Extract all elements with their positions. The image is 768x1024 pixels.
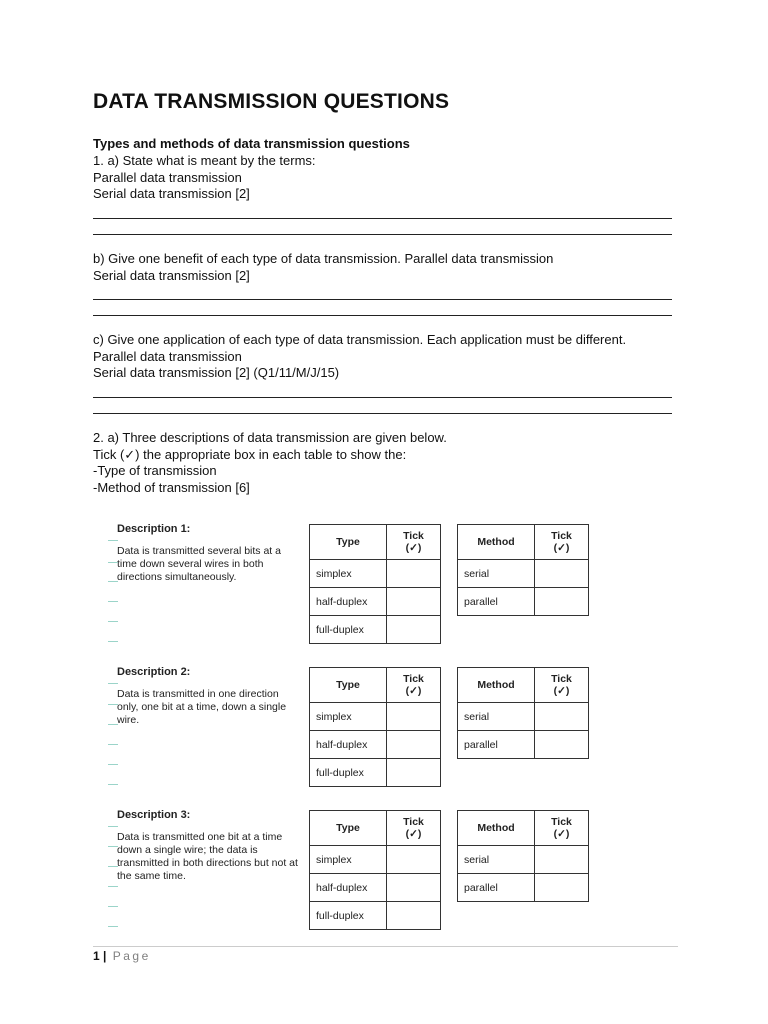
answer-line [93, 315, 672, 316]
type-option: simplex [310, 703, 387, 731]
margin-dash [108, 926, 118, 927]
type-header: Type [310, 525, 387, 560]
tick-box[interactable] [387, 874, 441, 902]
tick-box[interactable] [535, 731, 589, 759]
description-text: Data is transmitted several bits at a time down several wires in both directions simultaneously. [117, 545, 281, 583]
description-text: Data is transmitted one bit at a time down a single wire; the data is transmitted in both directions but not at the same time. [117, 831, 298, 882]
type-option: full-duplex [310, 759, 387, 787]
margin-dash [108, 562, 118, 563]
method-option: serial [458, 846, 535, 874]
type-table-1 [309, 524, 441, 644]
description-3 [117, 809, 302, 883]
tick-header: Tick (✓) [387, 525, 441, 560]
type-option: full-duplex [310, 616, 387, 644]
answer-line [93, 397, 672, 398]
type-table-2 [309, 667, 441, 787]
q1a-line1: 1. a) State what is meant by the terms: [93, 153, 316, 168]
description-title: Description 3: [117, 809, 191, 821]
type-header: Type [310, 668, 387, 703]
tick-box[interactable] [535, 846, 589, 874]
q2-line1: 2. a) Three descriptions of data transmission are given below. [93, 430, 447, 445]
method-header: Method [458, 811, 535, 846]
method-header: Method [458, 668, 535, 703]
tick-box[interactable] [535, 703, 589, 731]
margin-dash [108, 724, 118, 725]
page-footer [93, 949, 151, 963]
q1c-line1: c) Give one application of each type of data transmission. Each application must be different. [93, 332, 627, 347]
tick-box[interactable] [387, 902, 441, 930]
description-title: Description 2: [117, 666, 191, 678]
type-option: full-duplex [310, 902, 387, 930]
q2-line3: -Type of transmission [93, 463, 217, 478]
type-option: simplex [310, 846, 387, 874]
margin-dash [108, 784, 118, 785]
q1c-line3: Serial data transmission [2] (Q1/11/M/J/15) [93, 365, 340, 380]
q1b-line1: b) Give one benefit of each type of data transmission. Parallel data transmission [93, 251, 554, 266]
margin-dash [108, 540, 118, 541]
margin-dash [108, 683, 118, 684]
type-option: half-duplex [310, 874, 387, 902]
answer-line [93, 218, 672, 219]
tick-header: Tick (✓) [387, 668, 441, 703]
method-table-1 [457, 524, 589, 616]
margin-dash [108, 641, 118, 642]
type-header: Type [310, 811, 387, 846]
method-option: serial [458, 703, 535, 731]
margin-dash [108, 866, 118, 867]
tick-box[interactable] [535, 874, 589, 902]
answer-line [93, 413, 672, 414]
tick-header: Tick (✓) [387, 811, 441, 846]
margin-dash [108, 826, 118, 827]
tick-box[interactable] [387, 731, 441, 759]
q1b-line2: Serial data transmission [2] [93, 267, 250, 283]
q1c-line2: Parallel data transmission [93, 348, 242, 364]
margin-dash [108, 906, 118, 907]
margin-dash [108, 581, 118, 582]
description-2 [117, 666, 302, 727]
method-table-2 [457, 667, 589, 759]
q2-line4: -Method of transmission [6] [93, 479, 250, 495]
footer-separator: | [103, 949, 107, 963]
margin-dash [108, 704, 118, 705]
section-heading: Types and methods of data transmission questions [93, 136, 410, 151]
type-option: half-duplex [310, 731, 387, 759]
method-option: parallel [458, 588, 535, 616]
margin-dash [108, 764, 118, 765]
tick-box[interactable] [535, 560, 589, 588]
type-option: simplex [310, 560, 387, 588]
margin-dash [108, 601, 118, 602]
method-option: serial [458, 560, 535, 588]
method-header: Method [458, 525, 535, 560]
margin-dash [108, 886, 118, 887]
tick-box[interactable] [387, 759, 441, 787]
method-option: parallel [458, 731, 535, 759]
margin-dash [108, 621, 118, 622]
page-label: Page [112, 949, 151, 963]
description-title: Description 1: [117, 523, 191, 535]
margin-dash [108, 744, 118, 745]
tick-box[interactable] [387, 560, 441, 588]
footer-divider [93, 946, 678, 947]
answer-line [93, 299, 672, 300]
page-title: DATA TRANSMISSION QUESTIONS [93, 90, 450, 113]
tick-header: Tick (✓) [535, 525, 589, 560]
q2-line2: Tick (✓) the appropriate box in each table to show the: [93, 446, 407, 462]
tick-box[interactable] [387, 703, 441, 731]
method-table-3 [457, 810, 589, 902]
tick-header: Tick (✓) [535, 668, 589, 703]
page-number: 1 [93, 949, 100, 963]
description-text: Data is transmitted in one direction only, one bit at a time, down a single wire. [117, 688, 287, 726]
answer-line [93, 234, 672, 235]
tick-box[interactable] [387, 588, 441, 616]
q1a-line2: Parallel data transmission [93, 169, 242, 185]
tick-box[interactable] [387, 616, 441, 644]
margin-dash [108, 846, 118, 847]
type-table-3 [309, 810, 441, 930]
tick-box[interactable] [387, 846, 441, 874]
description-1 [117, 523, 302, 584]
tick-header: Tick (✓) [535, 811, 589, 846]
method-option: parallel [458, 874, 535, 902]
q1a-line3: Serial data transmission [2] [93, 186, 250, 201]
type-option: half-duplex [310, 588, 387, 616]
tick-box[interactable] [535, 588, 589, 616]
